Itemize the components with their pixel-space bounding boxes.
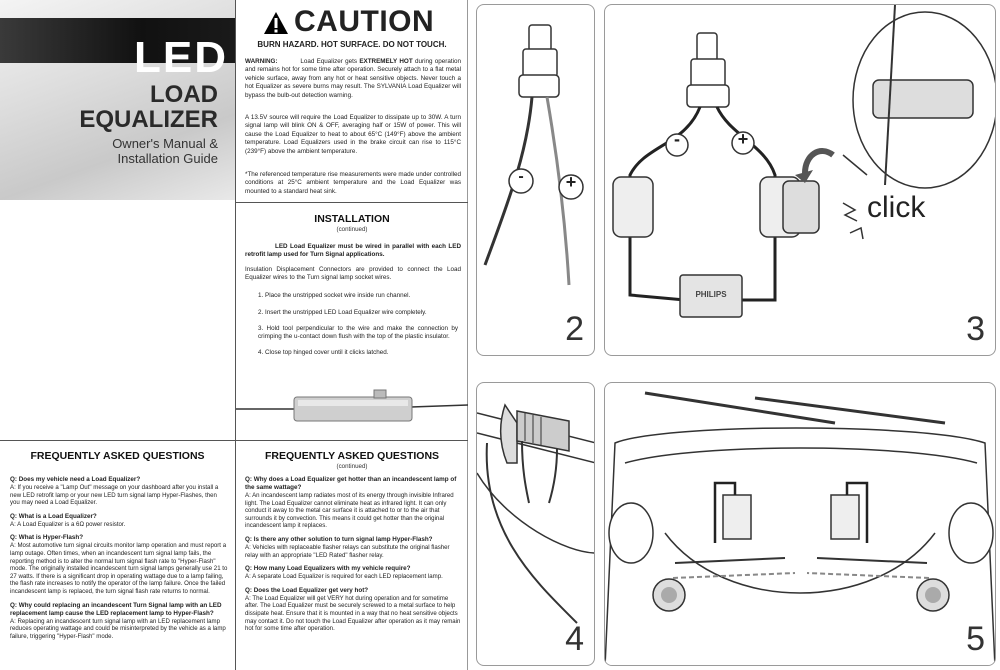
faq-question: Q: How many Load Equalizers with my vehicle require? — [245, 565, 411, 573]
load-equalizer-brand: PHILIPS — [695, 290, 727, 299]
faq-item — [10, 602, 228, 641]
cover-title — [79, 82, 218, 132]
figure-5-vehicle-drawing — [605, 383, 996, 666]
installation-step-1: 1. Place the unstripped socket wire inside run channel. — [258, 292, 411, 299]
faq-item — [10, 534, 228, 595]
divider-faq — [0, 440, 468, 441]
faq-answer: A: A separate Load Equalizer is required for each LED replacement lamp. — [245, 573, 443, 581]
cover-panel — [0, 0, 236, 200]
led-banner-text: LED — [134, 33, 228, 82]
divider-caution — [235, 202, 468, 203]
faq-question: Q: Why does a Load Equalizer get hotter than an incandescent lamp of the same wattage? — [245, 476, 457, 491]
faq-item — [245, 565, 463, 581]
faq-item — [245, 587, 463, 633]
caution-power-paragraph: A 13.5V source will require the Load Equalizer to dissipate up to 30W. A turn signal lamp will blink ON & OFF, averaging half or 15W of power. This will cause the Load Equalizer to heat to about 65°C (149°F) above the ambient temperature. Load Equalizers used in the brake circuit can rise to 115°C (239°F) above the ambient temperature. — [245, 114, 461, 155]
figure-4-panel — [476, 382, 595, 666]
minus-label: - — [518, 168, 524, 185]
cover-subtitle — [112, 136, 218, 166]
installation-idc-text: Insulation Displacement Connectors are provided to connect the Load Equalizer wires to the Turn signal lamp socket wires. — [245, 266, 461, 282]
faq-left-title: FREQUENTLY ASKED QUESTIONS — [30, 450, 205, 462]
caution-warning-paragraph — [245, 58, 461, 100]
warning-text-a: Load Equalizer gets — [300, 58, 358, 65]
figure-3-panel — [604, 4, 996, 356]
faq-answer: A: The Load Equalizer will get VERY hot during operation and for sometime after. The Load Equalizer must be securely screwed to a metal surface to help dissipate heat. Ensure that it is mounted in a way that no heat sensitive objects may contact it. Do not touch the Load Equalizer after operation as it may remain hot for some time after operation. — [245, 594, 461, 633]
figure-2-number: 2 — [565, 310, 584, 348]
figure-4-number: 4 — [565, 620, 584, 658]
warning-triangle-icon — [263, 11, 289, 35]
faq-answer: A: Replacing an incandescent turn signal lamp with an LED replacement lamp reduces operating wattage and could be misinterpreted by the vehicle as a lamp failure, triggering "Hyper-Flash" mode. — [10, 617, 226, 640]
click-label: click — [867, 191, 926, 224]
faq-answer: A: An incandescent lamp radiates most of its energy through invisible Infrared light. The Load Equalizer cannot eliminate heat as infrared light. It can only conduct it away to the metal car surface it is attached to or to the air that surrounds it by convection. This means it could get hotter than the original incandescent lamp it replaces. — [245, 492, 454, 530]
faq-question: Q: What is Hyper-Flash? — [10, 534, 84, 542]
figure-3-number: 3 — [966, 310, 985, 348]
caution-heading: CAUTION — [294, 5, 435, 38]
warning-text-b: during operation and remains hot for some time after operation. Securely attach to a flat metal vehicle surface, away from any hot or heat sensitive objects. Never touch a hot Equalizer as severe burns may result. The SYLVANIA Load Equalizer will bypass the bulb-out detection warning. — [245, 58, 462, 99]
faq-answer: A: Most automotive turn signal circuits monitor lamp operation and must report a lamp outage. Often times, when an incandescent turn signal lamp fails, the reporting method is to alter the normal turn signal flash rate to "Hyper-Flash" mode. The originally installed incandescent turn signal lamps generally use 21 to 27 watts. If there is a significant drop in operating wattage due to a lamp failing, the flash rate increases to notify the operator of the lamp failure. Once the failed incandescent lamp is replaced, the turn signal flash rate returns to normal. — [10, 542, 228, 595]
faq-right-continued: (continued) — [336, 463, 368, 470]
cover-title-line2: EQUALIZER — [79, 106, 218, 133]
cover-subtitle-line1: Owner's Manual & — [112, 136, 218, 151]
figure-2-panel — [476, 4, 595, 356]
load-equalizer-illustration — [236, 385, 468, 435]
faq-question: Q: Does the Load Equalizer get very hot? — [245, 586, 369, 594]
faq-question: Q: Is there any other solution to turn signal lamp Hyper-Flash? — [245, 535, 433, 543]
plus-label: + — [737, 129, 749, 149]
warning-label: WARNING: — [245, 58, 278, 65]
installation-intro: LED Load Equalizer must be wired in parallel with each LED retrofit lamp used for Turn Signal applications. — [245, 243, 461, 259]
cover-subtitle-line2: Installation Guide — [117, 151, 218, 166]
installation-continued: (continued) — [336, 226, 368, 233]
faq-answer: A: If you receive a "Lamp Out" message on your dashboard after you install a new LED retrofit lamp or your new LED turn signal lamp Hyper-Flashes, then you may need a Load Equalizer. — [10, 484, 219, 507]
installation-title: INSTALLATION — [314, 213, 390, 225]
cover-title-line1: LOAD — [150, 81, 218, 108]
faq-right-title: FREQUENTLY ASKED QUESTIONS — [264, 450, 440, 462]
faq-left-list — [10, 476, 228, 646]
warning-emphasis: EXTREMELY HOT — [359, 58, 413, 65]
divider-vertical-right — [467, 0, 468, 670]
minus-label: - — [674, 129, 680, 149]
faq-question: Q: Does my vehicle need a Load Equalizer? — [10, 476, 141, 483]
faq-answer: A: Vehicles with replaceable flasher relays can substitute the original flasher relay with an appropriate "LED Rated" flasher relay. — [245, 543, 450, 559]
installation-step-4: 4. Close top hinged cover until it clicks latched. — [258, 349, 389, 356]
faq-item — [245, 536, 463, 559]
divider-vertical-left — [235, 0, 236, 670]
faq-item — [10, 513, 228, 529]
faq-question: Q: Why could replacing an incandescent Turn Signal lamp with an LED replacement lamp cause the LED replacement lamp to Hyper-Flash? — [10, 601, 222, 617]
faq-item — [245, 476, 463, 530]
figure-5-panel — [604, 382, 996, 666]
figure-5-number: 5 — [966, 620, 985, 658]
caution-footnote-paragraph: *The referenced temperature rise measurements were made under controlled conditions at 25°C ambient temperature and the Load Equalizer was mounted to a standard heat sink. — [245, 171, 461, 195]
caution-subheading: BURN HAZARD. HOT SURFACE. DO NOT TOUCH. — [257, 40, 447, 49]
faq-answer: A: A Load Equalizer is a 6Ω power resistor. — [10, 520, 126, 528]
faq-question: Q: What is a Load Equalizer? — [10, 512, 97, 520]
installation-step-2: 2. Insert the unstripped LED Load Equalizer wire completely. — [258, 309, 427, 316]
led-banner — [0, 18, 236, 82]
plus-label: + — [565, 172, 577, 192]
faq-right-list — [245, 476, 463, 639]
faq-item — [10, 476, 228, 507]
installation-step-3: 3. Hold tool perpendicular to the wire and make the connection by crimping the u-contact down flush with the top of the plastic insulator. — [258, 325, 458, 341]
figure-3-wiring-drawing — [605, 5, 996, 356]
